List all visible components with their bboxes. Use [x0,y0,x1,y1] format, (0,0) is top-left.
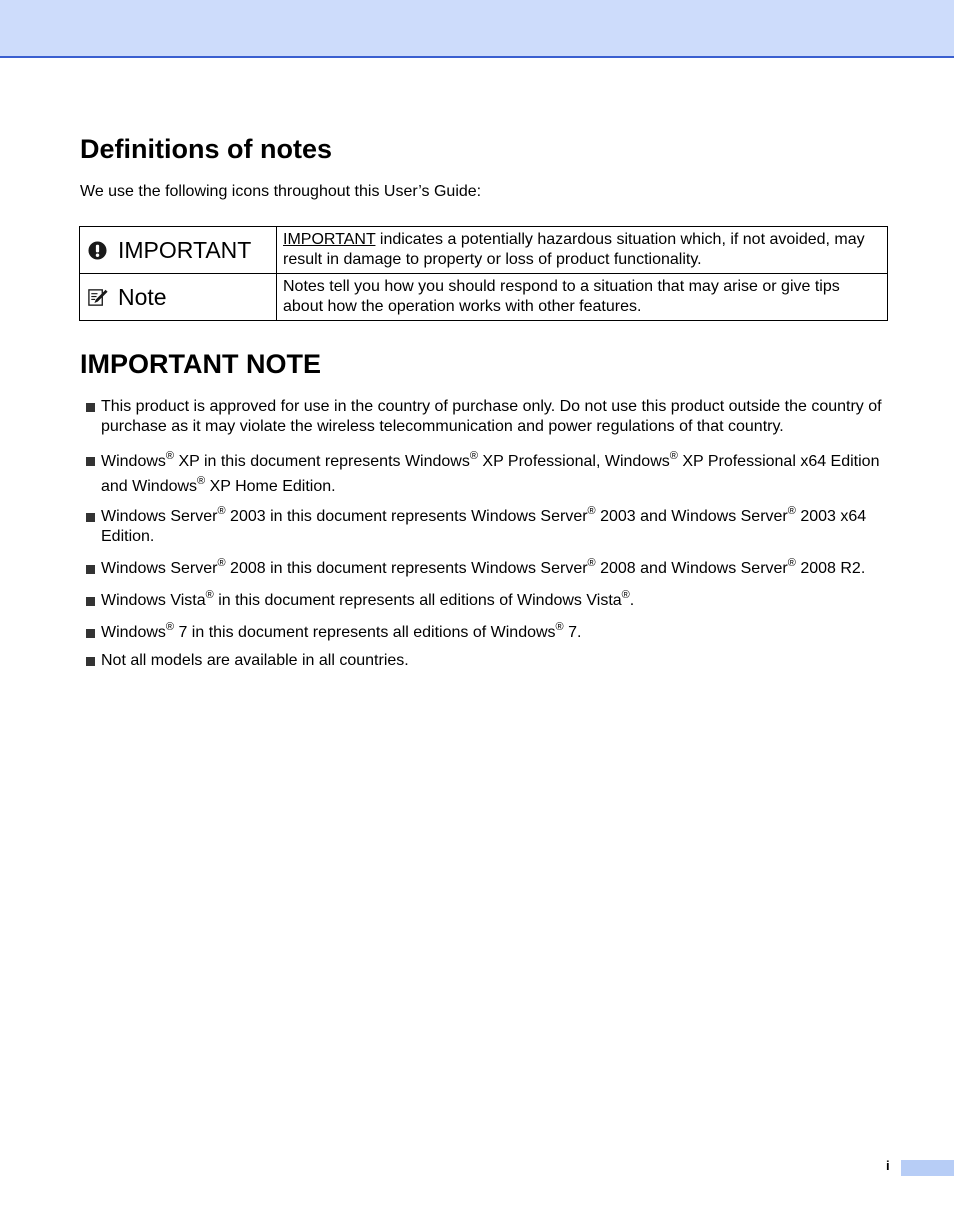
bullet-square-icon [86,657,95,666]
bullet-square-icon [86,403,95,412]
header-band [0,0,954,58]
page-tab-marker [901,1160,954,1176]
page-number: i [886,1158,890,1173]
list-item: Windows Vista® in this document represents all editions of Windows Vista®. [80,591,890,611]
note-description-cell: Notes tell you how you should respond to a situation that may arise or give tips about how the operation works with other features. [277,274,888,321]
table-row-important [80,227,888,274]
bullet-square-icon [86,513,95,522]
list-item: This product is approved for use in the country of purchase only. Do not use this product outside the country of purchase as it may violate the wireless telecommunication and power regulations of that country. [80,397,890,437]
note-label-cell [80,274,277,321]
important-note-title: IMPORTANT NOTE [80,349,321,379]
important-note-list [80,397,890,671]
important-term: IMPORTANT [283,230,376,248]
list-item: Windows® XP in this document represents Windows® XP Professional, Windows® XP Professional x64 Edition and Windows® XP Home Edition. [80,449,890,499]
definitions-intro: We use the following icons throughout this User’s Guide: [80,183,482,200]
bullet-square-icon [86,457,95,466]
bullet-square-icon [86,565,95,574]
important-description-cell [277,227,888,274]
list-item: Not all models are available in all countries. [80,651,890,671]
exclamation-circle-icon [86,239,108,261]
notes-definition-table [79,226,888,321]
important-label: IMPORTANT [118,237,252,263]
list-item: Windows Server® 2003 in this document represents Windows Server® 2003 and Windows Server® 2003 x64 Edition. [80,507,890,547]
definitions-title: Definitions of notes [80,134,332,164]
important-label-cell [80,227,277,274]
bullet-square-icon [86,629,95,638]
list-item: Windows Server® 2008 in this document represents Windows Server® 2008 and Windows Server® 2008 R2. [80,559,890,579]
bullet-square-icon [86,597,95,606]
table-row-note [80,274,888,321]
note-label: Note [118,284,167,310]
list-item: Windows® 7 in this document represents all editions of Windows® 7. [80,623,890,643]
pencil-note-icon [86,286,108,308]
important-description: indicates a potentially hazardous situation which, if not avoided, may result in damage to property or loss of product functionality. [283,230,865,268]
